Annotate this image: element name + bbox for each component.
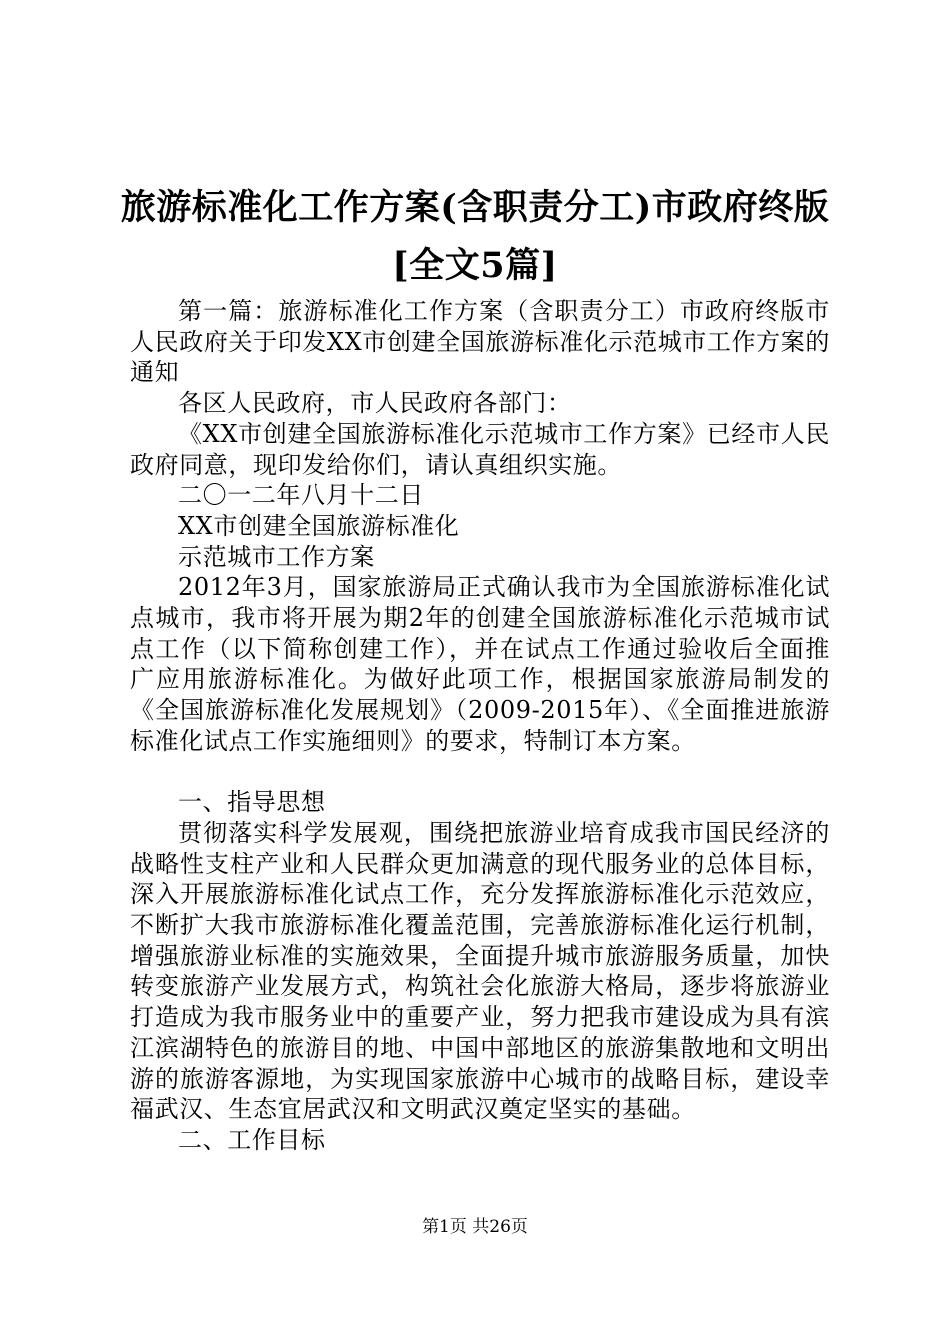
paragraph-background: 2012年3月，国家旅游局正式确认我市为全国旅游标准化试点城市，我市将开展为期2年的创建全国旅游标准化示范城市试点工作（以下简称创建工作），并在试点工作通过验收后全面推广应用旅游标准化。为做好此项工作，根据国家旅游局制发的《全国旅游标准化发展规划》（2009-2015年）、《全面推进旅游标准化试点工作实施细则》的要求，特制订本方案。 <box>130 573 830 755</box>
document-title-line-1: 旅游标准化工作方案(含职责分工)市政府终版 <box>120 187 830 228</box>
paragraph-approval: 《XX市创建全国旅游标准化示范城市工作方案》已经市人民政府同意，现印发给你们，请认真组织实施。 <box>130 419 830 479</box>
paragraph-addressee: 各区人民政府，市人民政府各部门： <box>178 389 572 418</box>
blank-line <box>130 757 830 788</box>
section-heading-work-goals: 二、工作目标 <box>178 1125 326 1154</box>
paragraph-guiding-thought: 贯彻落实科学发展观，围绕把旅游业培育成我市国民经济的战略性支柱产业和人民群众更加满意的现代服务业的总体目标，深入开展旅游标准化试点工作，充分发挥旅游标准化示范效应，不断扩大我市旅游标准化覆盖范围，完善旅游标准化运行机制，增强旅游业标准的实施效果，全面提升城市旅游服务质量，加快转变旅游产业发展方式，构筑社会化旅游大格局，逐步将旅游业打造成为我市服务业中的重要产业，努力把我市建设成为具有滨江滨湖特色的旅游目的地、中国中部地区的旅游集散地和文明出游的旅游客源地，为实现国家旅游中心城市的战略目标，建设幸福武汉、生态宜居武汉和文明武汉奠定坚实的基础。 <box>130 818 830 1124</box>
paragraph-notice-heading: 第一篇：旅游标准化工作方案（含职责分工）市政府终版市人民政府关于印发XX市创建全国旅游标准化示范城市工作方案的通知 <box>130 297 830 387</box>
document-body <box>130 296 830 1156</box>
paragraph-subtitle-2: 示范城市工作方案 <box>178 542 375 571</box>
section-heading-guiding-thought: 一、指导思想 <box>178 788 326 817</box>
document-title-line-2: [全文5篇] <box>392 245 558 286</box>
paragraph-date: 二〇一二年八月十二日 <box>178 481 424 510</box>
paragraph-subtitle-1: XX市创建全国旅游标准化 <box>178 511 460 540</box>
page-footer: 第1页 共26页 <box>422 1217 528 1237</box>
